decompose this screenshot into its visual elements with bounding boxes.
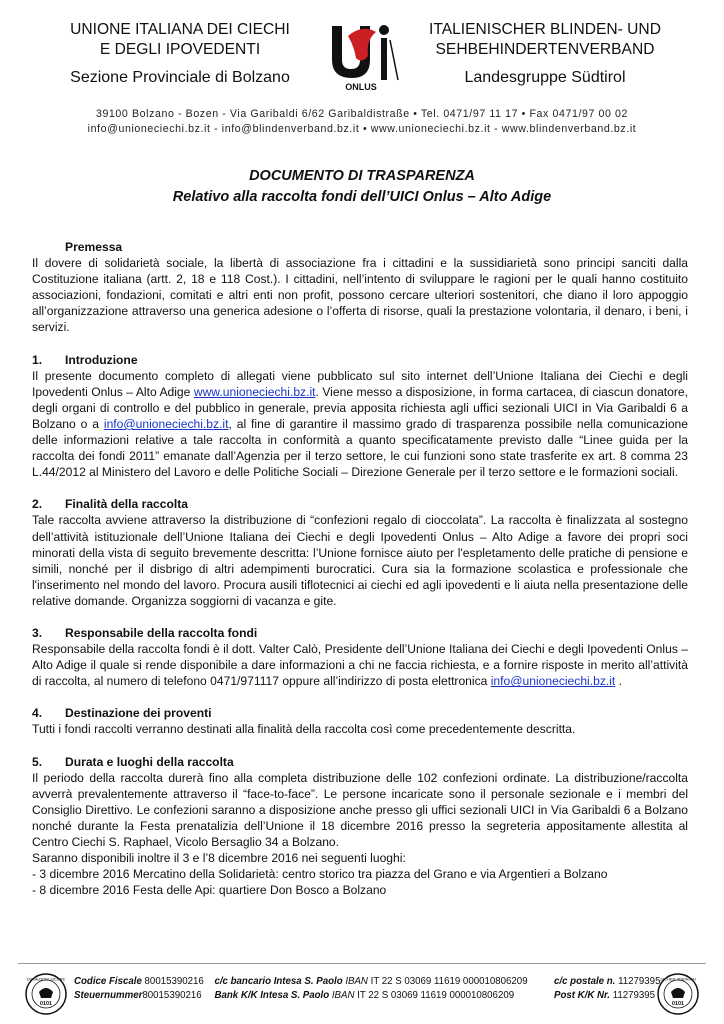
section-name-it: Sezione Provinciale di Bolzano [70,69,290,86]
iban-value: IT 22 S 03069 11619 000010806209 [357,990,515,1001]
footer-row-it [74,975,661,989]
document-body [32,239,688,914]
section-heading [32,754,688,770]
section-destinazione [32,705,688,737]
postal-label: c/c postale n. [554,976,616,987]
section-text: Tutti i fondi raccolti verranno destinati alla finalità della raccolta così come precedentemente descritta. [32,722,576,737]
section-heading [32,705,688,721]
postal-value: 11279395 [618,976,661,987]
bank-label: Bank K/K Intesa S. Paolo [214,990,330,1001]
section-heading [32,496,688,512]
premessa-heading: Premessa [65,240,123,254]
seal-text: SICHER SPENDEN [660,976,696,982]
bank-label: c/c bancario Intesa S. Paolo [214,976,343,987]
section-number: 1. [32,352,43,367]
website-link[interactable]: www.unioneciechi.bz.it [193,384,316,399]
section-durata [32,754,688,899]
premessa-text: Il dovere di solidarietà sociale, la libertà di associazione fra i cittadini e la sussidiarietà sono principi sanciti dalla Costituzione italiana (artt. 2, 18 e 118 Cost.). I cittadini, nell’intento di sviluppare le ragioni per le quali hanno costituito associazioni, fondazioni, comitati e altri enti non profit, possono cercare ulteriori sostenitori, che diano il loro appoggio all’organizzazione attraverso una generica adesione o l’offerta di risorse, quali la prestazione volontaria, il denaro, i beni, i servizi. [32,256,688,335]
footer-divider [18,963,706,964]
seal-number: 0101 [671,1001,685,1007]
tax-code-value: 80015390216 [144,976,204,987]
section-text [32,641,688,689]
letterhead-german [410,20,680,88]
section-number: 2. [32,497,43,512]
section-finalita [32,496,688,609]
section-title: Introduzione [65,352,138,367]
address-line: 39100 Bolzano - Bozen - Via Garibaldi 6/62 Garibaldistraße • Tel. 0471/97 11 17 • Fax 0471/97 00 02 [95,108,629,120]
section-title: Destinazione dei proventi [65,706,212,721]
section-responsabile [32,625,688,689]
section-text: Tale raccolta avviene attraverso la distribuzione di “confezioni regalo di cioccolata”. La raccolta è finalizzata al sostegno dell’attività istituzionale dell’Unione Italiana dei Ciechi e degli Ipovedenti Onlus – Alto Adige a favore dei propri soci minorati della vista di seguito brevemente descritta: l’Unione fornisce aiuto per l'espletamento delle pratiche di pensione e simili, nonché per il disbrigo di altri adempimenti burocratici. Cura sia la formazione scolastica e professionale che l'inserimento nel mondo del lavoro. Procura ausili tiflotecnici ai ciechi ed agli ipovedenti e li aiuta nella presentazione delle relative domande. Organizza soggiorni di vacanza e gite. [32,513,688,608]
iban-label: IBAN [345,976,368,987]
org-name-it-line1: UNIONE ITALIANA DEI CIECHI [70,21,290,38]
tax-code-label: Steuernummer [74,990,143,1001]
text-fragment: , al fine di garantire il massimo grado di trasparenza possibile nella comunicazione delle informazioni relative a tale raccolta in conformità a quanto specificatamente previsto dalle “Linee guida per la raccolta dei fondi 2011” emanate dall’Agenzia per il terzo settore, le cui funzioni sono state trasferite ex art. 8 comma 23 L.44/2012 al Ministero del Lavoro e delle Politiche Sociali – Direzione Generale per il terzo settore e le formazioni sociali. [32,416,688,480]
footer-bank-details [74,975,661,1003]
list-item: - 3 dicembre 2016 Mercatino della Solidarietà: centro storico tra piazza del Grano e via Argentieri a Bolzano [32,867,608,882]
section-introduzione [32,352,688,481]
iban-label: IBAN [331,990,355,1001]
title-line-1: DOCUMENTO DI TRASPARENZA [249,168,475,184]
donation-seal-icon [656,972,700,1016]
section-text: Il periodo della raccolta durerà fino alla completa distribuzione delle 102 confezioni ordinate. La distribuzione/raccolta avverrà prevalentemente attraverso il “face-to-face”. Le persone incaricate sono il personale sezionale e i membri del Consiglio Direttivo. Le confezioni saranno a disposizione anche presso gli uffici sezionali UICI in Via Garibaldi 6 a Bolzano nonché durante la Festa prenatalizia dell’Unione il 18 dicembre 2016 presso la segreteria appositamente allestita al Centro Ciechi S. Raphael, Vicolo Bersaglio 34 a Bolzano. [32,770,688,849]
section-heading [32,352,688,368]
section-number: 3. [32,625,43,640]
logo-onlus-text: ONLUS [345,82,377,92]
section-premessa [32,239,688,336]
contact-address [0,107,724,137]
contact-links-line: info@unioneciechi.bz.it - info@blindenverband.bz.it • www.unioneciechi.bz.it - www.blindenverband.bz.it [87,123,637,135]
email-link[interactable]: info@unioneciechi.bz.it [103,416,229,431]
text-fragment: . Viene messo a disposizione, in forma cartacea, di ciascun donatore, degli organi di controllo e del pubblico in generale, previa apposita richiesta agli uffici sezionali UICI in Via Garibaldi 6 a Bolzano o a [32,384,688,431]
text-fragment: Il presente documento completo di allegati viene pubblicato sul sito internet dell’Unione Italiana dei Ciechi e degli Ipovedenti Onlus – Alto Adige [32,368,688,399]
org-name-de-line1: ITALIENISCHER BLINDEN- UND [429,21,661,38]
section-title: Finalità della raccolta [65,497,188,512]
locations-list [32,866,688,898]
tax-code-label: Codice Fiscale [74,976,142,987]
iban-value: IT 22 S 03069 11619 000010806209 [370,976,528,987]
section-title: Responsabile della raccolta fondi [65,625,258,640]
letterhead-italian [45,20,315,88]
section-name-de: Landesgruppe Südtirol [464,69,626,86]
section-number: 4. [32,706,43,721]
title-line-2: Relativo alla raccolta fondi dell’UICI Onlus – Alto Adige [172,189,552,205]
email-link[interactable]: info@unioneciechi.bz.it [490,674,616,689]
org-name-it-line2: E DEGLI IPOVEDENTI [99,41,261,58]
donation-seal-icon [24,972,68,1016]
org-name-de-line2: SEHBEHINDERTENVERBAND [435,41,655,58]
section-number: 5. [32,754,43,769]
seal-number: 0101 [39,1001,53,1007]
seal-text: DONAZIONI SICURE [26,976,66,982]
section-text-2: Saranno disponibili inoltre il 3 e l’8 dicembre 2016 nei seguenti luoghi: [32,851,406,866]
uici-logo-icon [318,18,404,94]
section-title: Durata e luoghi della raccolta [65,754,234,769]
postal-value: 11279395 [612,990,656,1001]
list-item: - 8 dicembre 2016 Festa delle Api: quartiere Don Bosco a Bolzano [32,883,387,898]
document-title [0,166,724,208]
footer-row-de [74,989,654,1003]
text-fragment: . [615,674,623,689]
postal-label: Post K/K Nr. [554,990,610,1001]
tax-code-value: 80015390216 [142,990,202,1001]
section-heading [32,625,688,641]
text-fragment: Responsabile della raccolta fondi è il dott. Valter Calò, Presidente dell’Unione Italiana dei Ciechi e degli Ipovedenti Onlus – Alto Adige il quale si rende disponibile a dare informazioni a chi ne faccia richiesta, e a fornire risposte in merito all’attività di raccolta, al numero di telefono 0471/971117 oppure all’indirizzo di posta elettronica [32,642,688,689]
section-text [32,368,688,481]
